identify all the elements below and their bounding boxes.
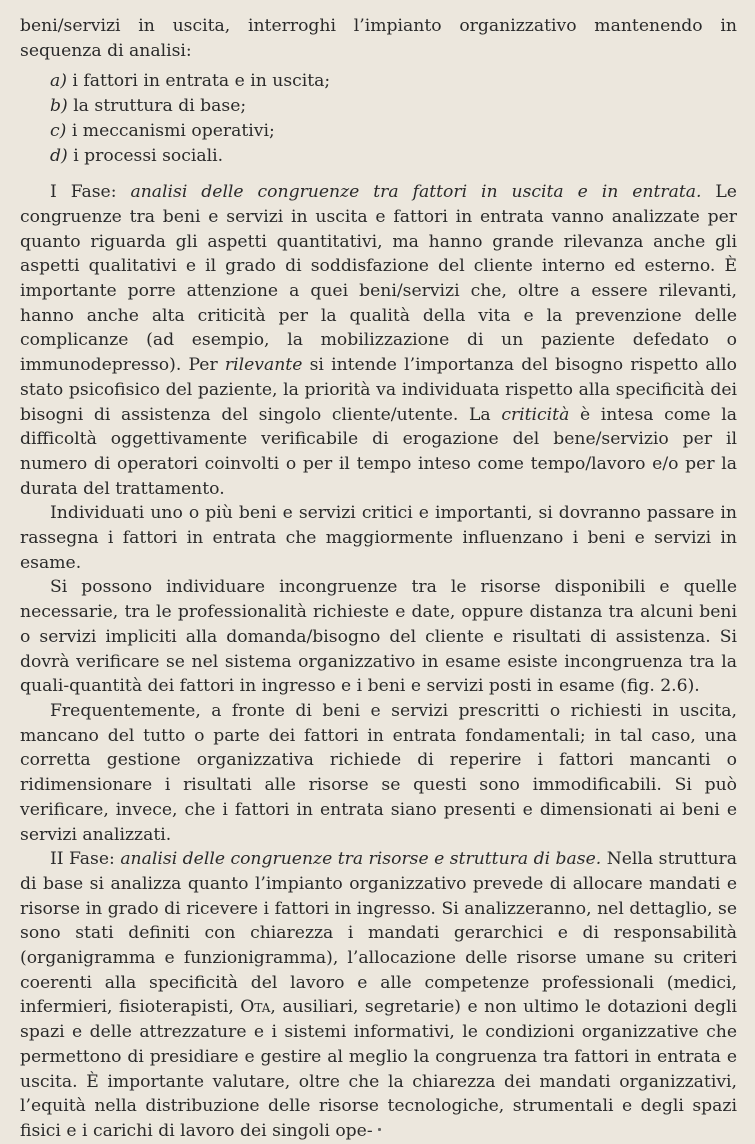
term-rilevante: rilevante — [224, 355, 303, 376]
list-item-text: i meccanismi operativi; — [71, 120, 275, 141]
fase-1-text-1: Le congruenze tra beni e servizi in uscita e fattori in entrata vanno analizzate per quanto riguarda gli aspetti quantitativi, ma hanno grande rilevanza anche gli aspetti qualitativi e il grado di soddisfazione del cliente interno ed esterno. È importante porre attenzione a quei beni/servizi che, oltre a essere rilevanti, hanno anche alta criticità per la qualità della vita e la prevenzione delle complicanze (ad esempio, la mobilizzazione di un paziente defedato o immunodepresso). Per — [20, 182, 737, 376]
fase-1-text-2: si intende l’importanza del bisogno rispetto allo stato psicofisico del paziente, la priorità va individuata rispetto alla specificità dei bisogni di assistenza del singolo cliente/utente. La — [20, 355, 737, 425]
list-item — [50, 119, 737, 144]
acronym-ota: Ota — [240, 997, 271, 1018]
list-item-label: b) — [50, 96, 68, 117]
list-item-label: d) — [50, 145, 68, 166]
body-text — [20, 14, 737, 1144]
paragraph-fattori-mancanti: Frequentemente, a fronte di beni e servizi prescritti o richiesti in uscita, mancano del tutto o parte dei fattori in entrata fondamentali; in tal caso, una corretta gestione organizzativa richiede di reperire i fattori mancanti o ridimensionare i risultati alle risorse se questi sono immodificabili. Si può verificare, invece, che i fattori in entrata siano presenti e dimensionati ai beni e servizi analizzati. — [20, 700, 737, 845]
fase-2-title: analisi delle congruenze tra risorse e struttura di base. — [120, 849, 602, 870]
paragraph-fase-2 — [20, 847, 737, 1143]
list-item — [50, 94, 737, 119]
fase-2-text-2: , ausiliari, segretarie) e non ultimo le dotazioni degli spazi e delle attrezzature e i sistemi informativi, le condizioni organizzative che permettono di presidiare e gestire al meglio la congruenza tra fattori in entrata e uscita. È importante valutare, oltre che la chiarezza dei mandati organizzativi, l’equità nella distribuzione delle risorse tecnologiche, strumentali e degli spazi fisici e i carichi di lavoro dei singoli ope- — [20, 997, 737, 1141]
list-item — [50, 69, 737, 94]
list-item — [50, 144, 737, 169]
list-item-text: i fattori in entrata e in uscita; — [72, 71, 331, 92]
paragraph-intro: beni/servizi in uscita, interroghi l’impianto organizzativo mantenendo in sequenza di analisi: — [20, 16, 737, 61]
fase-1-lead: I Fase: — [50, 182, 131, 203]
list-item-label: c) — [50, 120, 67, 141]
print-mark — [378, 1128, 381, 1131]
list-item-text: la struttura di base; — [73, 96, 247, 117]
list-item-label: a) — [50, 71, 67, 92]
analysis-sequence-list — [20, 69, 737, 168]
list-item-text: i processi sociali. — [73, 145, 224, 166]
term-criticita: criticità — [501, 404, 570, 425]
fase-2-text-1: Nella struttura di base si analizza quanto l’impianto organizzativo prevede di allocare mandati e risorse in grado di ricevere i fattori in ingresso. Si analizzeranno, nel dettaglio, se sono stati definiti con chiarezza i mandati gerarchici e di responsabilità (organigramma e funzionigramma), l’allocazione delle risorse umane su criteri coerenti alla specificità del lavoro e alle competenze professionali (medici, infermieri, fisioterapisti, — [20, 849, 737, 1018]
fase-1-text-3: è intesa come la difficoltà oggettivamente verificabile di erogazione del bene/servizio per il numero di operatori coinvolti o per il tempo inteso come tempo/lavoro e/o per la durata del trattamento. — [20, 404, 737, 499]
fase-2-lead: II Fase: — [50, 849, 121, 870]
paragraph-beni-critici: Individuati uno o più beni e servizi critici e importanti, si dovranno passare in rassegna i fattori in entrata che maggiormente influenzano i beni e servizi in esame. — [20, 503, 737, 573]
paragraph-incongruenze: Si possono individuare incongruenze tra le risorse disponibili e quelle necessarie, tra le professionalità richieste e date, oppure distanza tra alcuni beni o servizi impliciti alla domanda/bisogno del cliente e risultati di assistenza. Si dovrà verificare se nel sistema organizzativo in esame esiste incongruenza tra la quali-quantità dei fattori in ingresso e i beni e servizi posti in esame (fig. 2.6). — [20, 577, 737, 697]
fase-1-title: analisi delle congruenze tra fattori in uscita e in entrata. — [130, 182, 702, 203]
paragraph-fase-1 — [20, 180, 737, 501]
